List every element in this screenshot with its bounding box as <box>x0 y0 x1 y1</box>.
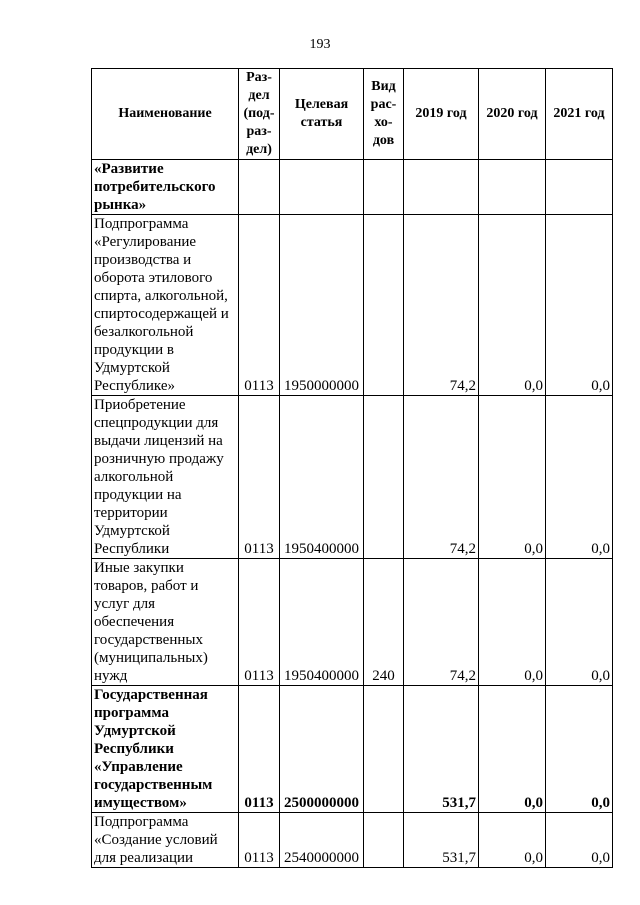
row-section: 0113 <box>239 559 280 686</box>
row-2020: 0,0 <box>479 686 546 813</box>
header-name: Наименование <box>92 69 239 160</box>
row-2021 <box>546 160 613 215</box>
row-section: 0113 <box>239 215 280 396</box>
table-row <box>92 686 613 813</box>
row-name: Государственная программа Удмуртской Республики «Управление государственным имуществом» <box>92 686 239 813</box>
table-row <box>92 813 613 868</box>
row-name: Подпрограмма «Регулирование производства и оборота этилового спирта, алкогольной, спиртосодержащей и безалкогольной продукции в Удмуртской Республике» <box>92 215 239 396</box>
row-2020: 0,0 <box>479 559 546 686</box>
table-row <box>92 160 613 215</box>
row-target: 1950400000 <box>280 559 364 686</box>
row-2020 <box>479 160 546 215</box>
row-2021: 0,0 <box>546 215 613 396</box>
row-2021: 0,0 <box>546 813 613 868</box>
row-kind: 240 <box>364 559 404 686</box>
row-section: 0113 <box>239 686 280 813</box>
table-row <box>92 559 613 686</box>
row-kind <box>364 686 404 813</box>
header-2021: 2021 год <box>546 69 613 160</box>
row-2019: 531,7 <box>404 686 479 813</box>
row-kind <box>364 813 404 868</box>
header-2020: 2020 год <box>479 69 546 160</box>
row-2021: 0,0 <box>546 559 613 686</box>
row-2019: 74,2 <box>404 215 479 396</box>
header-section: Раз- дел (под- раз- дел) <box>239 69 280 160</box>
row-name: Приобретение спецпродукции для выдачи лицензий на розничную продажу алкогольной продукции на территории Удмуртской Республики <box>92 396 239 559</box>
header-2019: 2019 год <box>404 69 479 160</box>
row-kind <box>364 215 404 396</box>
row-section: 0113 <box>239 396 280 559</box>
row-name: Подпрограмма «Создание условий для реализации <box>92 813 239 868</box>
row-2021: 0,0 <box>546 396 613 559</box>
table-row <box>92 396 613 559</box>
row-target: 2500000000 <box>280 686 364 813</box>
row-target: 1950400000 <box>280 396 364 559</box>
row-2019 <box>404 160 479 215</box>
row-name: «Развитие потребительского рынка» <box>92 160 239 215</box>
row-section <box>239 160 280 215</box>
row-target: 1950000000 <box>280 215 364 396</box>
row-2020: 0,0 <box>479 215 546 396</box>
row-section: 0113 <box>239 813 280 868</box>
page-number: 193 <box>309 37 331 52</box>
table-header-row <box>92 69 613 160</box>
row-2021: 0,0 <box>546 686 613 813</box>
row-kind <box>364 160 404 215</box>
row-name: Иные закупки товаров, работ и услуг для обеспечения государственных (муниципальных) нужд <box>92 559 239 686</box>
row-2020: 0,0 <box>479 396 546 559</box>
table-row <box>92 215 613 396</box>
header-target: Целевая статья <box>280 69 364 160</box>
header-kind: Вид рас- хо- дов <box>364 69 404 160</box>
row-2020: 0,0 <box>479 813 546 868</box>
row-2019: 531,7 <box>404 813 479 868</box>
row-target <box>280 160 364 215</box>
row-2019: 74,2 <box>404 559 479 686</box>
budget-table <box>91 68 613 868</box>
row-kind <box>364 396 404 559</box>
row-2019: 74,2 <box>404 396 479 559</box>
row-target: 2540000000 <box>280 813 364 868</box>
